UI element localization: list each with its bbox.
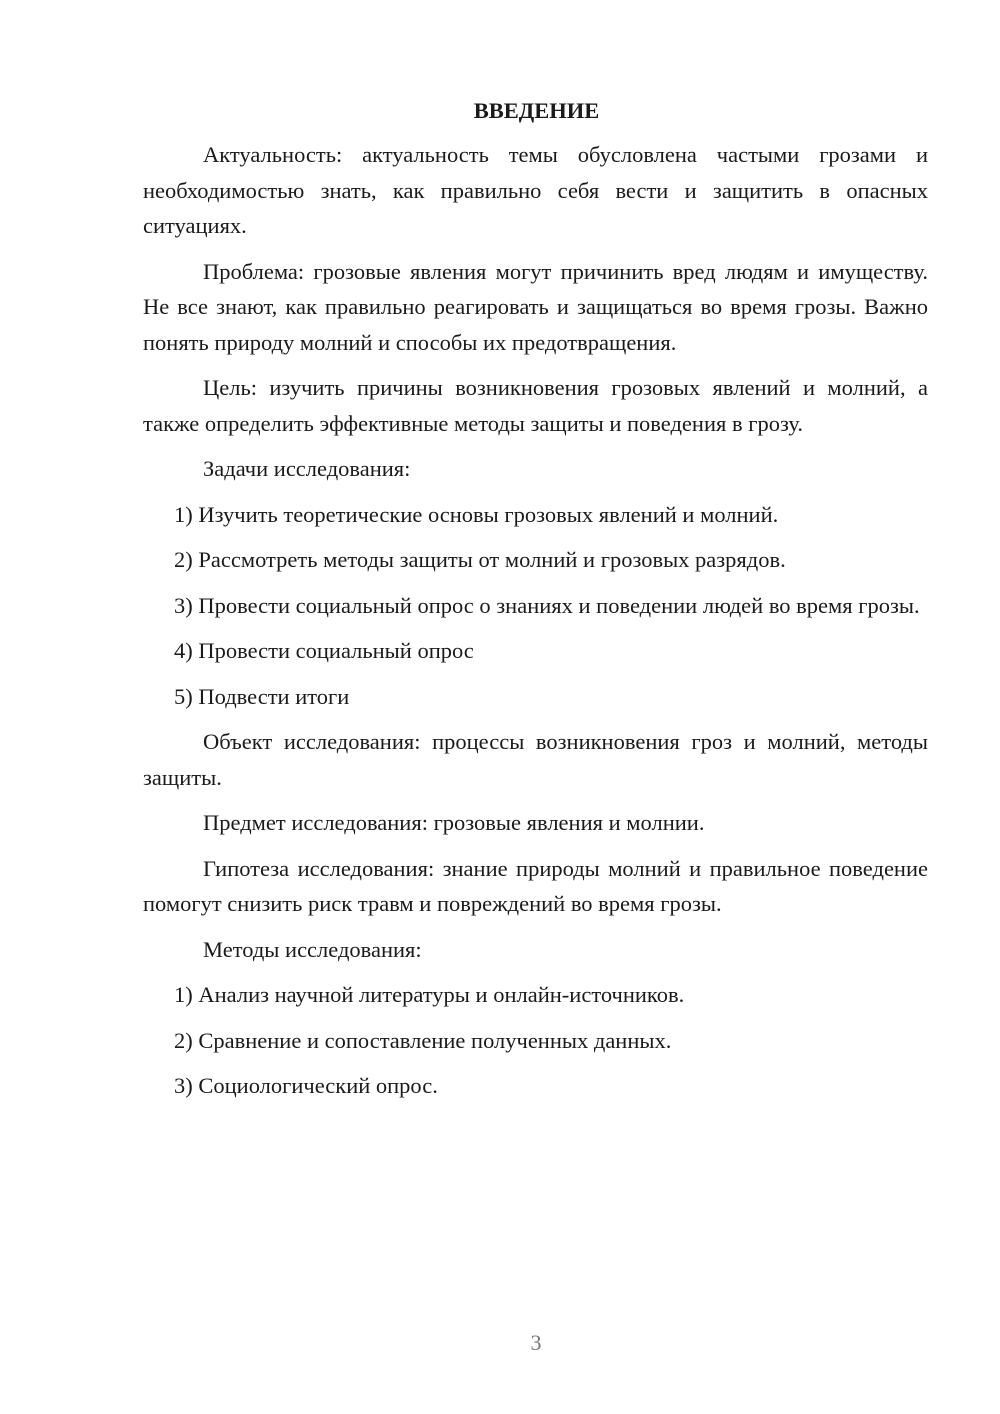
task-item: 4) Провести социальный опрос (174, 638, 474, 663)
object-paragraph: Объект исследования: процессы возникновения гроз и молний, методы защиты. (143, 729, 928, 790)
page-title: ВВЕДЕНИЕ (473, 98, 600, 123)
task-item: 5) Подвести итоги (174, 683, 350, 709)
task-item: 2) Рассмотреть методы защиты от молний и грозовых разрядов. (174, 547, 786, 572)
goal-paragraph: Цель: изучить причины возникновения грозовых явлений и молний, а также определить эффективные методы защиты и поведения в грозу. (143, 375, 928, 436)
relevance-paragraph: Актуальность: актуальность темы обусловлена частыми грозами и необходимостью знать, как правильно себя вести и защитить в опасных ситуациях. (143, 142, 928, 238)
problem-paragraph: Проблема: грозовые явления могут причинить вред людям и имуществу. Не все знают, как правильно реагировать и защищаться во время грозы. Важно понять природу молний и способы их предотвращения. (143, 258, 928, 355)
method-item: 1) Анализ научной литературы и онлайн-источников. (174, 982, 685, 1007)
subject-paragraph: Предмет исследования: грозовые явления и молнии. (203, 810, 705, 835)
hypothesis-paragraph: Гипотеза исследования: знание природы молний и правильное поведение помогут снизить риск травм и повреждений во время грозы. (143, 855, 928, 916)
task-item: 3) Провести социальный опрос о знаниях и поведении людей во время грозы. (174, 592, 920, 618)
tasks-heading: Задачи исследования: (203, 456, 411, 481)
method-item: 2) Сравнение и сопоставление полученных данных. (174, 1027, 672, 1053)
document-page (143, 93, 928, 1114)
method-item: 3) Социологический опрос. (174, 1073, 438, 1098)
methods-heading: Методы исследования: (203, 936, 422, 962)
page-number: 3 (530, 1330, 542, 1355)
task-item: 1) Изучить теоретические основы грозовых явлений и молний. (174, 501, 779, 527)
